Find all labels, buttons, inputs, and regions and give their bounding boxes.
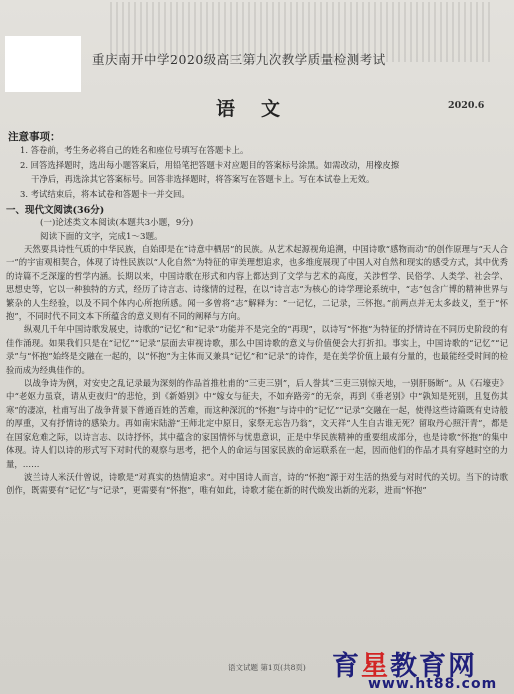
- exam-title: 重庆南开中学2020级高三第九次教学质量检测考试: [92, 52, 386, 67]
- redacted-box: [5, 36, 81, 92]
- passage-paragraph: 纵观几千年中国诗歌发展史，诗歌的“记忆”和“记录”功能并不是完全的“再现”，以诗写“怀抱”为特征的抒情诗在不同历史阶段的有佳作涌现。如果我们只是在“记忆”“记录”层面去审视诗歌，那么中国诗歌的意义与价值便会大打折扣。事实上，中国诗歌的“记忆”“记录”与“怀抱”始终是交融在一起的，以“怀抱”为主体而又兼具“记忆”和“记录”的诗作，是在美学价值上最有分量的，也最能经受时间的检验而成为经典佳作的。: [6, 324, 508, 375]
- reading-instruction: 阅读下面的文字，完成1～3题。: [40, 232, 163, 242]
- note-item: 干净后，再选涂其它答案标号。回答非选择题时，将答案写在答题卡上。写在本试卷上无效。: [31, 174, 375, 184]
- star-glyph: 星: [361, 651, 390, 682]
- passage-paragraph: 波兰诗人米沃什曾说，诗歌是“对真实的热情追求”。对中国诗人而言，诗的“怀抱”源于对生活的热爱与对时代的关切。当下的诗歌创作，既需要有“记忆”与“记录”，更需要有“怀抱”，唯有如此，诗歌才能在新的时代焕发出新的光彩，进而“怀抱”: [6, 471, 508, 496]
- note-item: 1. 答卷前，考生务必将自己的姓名和座位号填写在答题卡上。: [20, 145, 249, 155]
- section-heading: 一、现代文阅读(36分): [6, 205, 105, 216]
- page-footer: 语文试题 第1页(共8页): [228, 663, 306, 672]
- sub-heading: (一)论述类文本阅读(本题共3小题，9分): [40, 218, 194, 228]
- reading-passage: [6, 243, 508, 640]
- note-item: 2. 回答选择题时，选出每小题答案后，用铅笔把答题卡对应题目的答案标号涂黑。如需改动，用橡皮擦: [20, 159, 400, 170]
- notes-list: [20, 144, 508, 202]
- note-item: 3. 考试结束后，将本试卷和答题卡一并交回。: [20, 188, 190, 199]
- passage-paragraph: 天然要具诗性气质的中华民族，自始即是在“诗意中栖居”的民族。从艺术起源视角追溯，中国诗歌“感物而动”的创作原理与“天人合一”的宇宙观相契合，体现了诗性民族以“人化自然”为特征的审美理想追求，也多维度展现了中国人对自然和现实的感受方式，其中优秀的诗篇不乏深邃的哲学内涵。长期以来，中国诗歌在形式和内容上都达到了文学与艺术的高度，关涉哲学、民俗学、人类学、社会学、思想史等，它以一种独特的方式，经历了诗言志、诗缘情的过程，在以“诗言志”为核心的诗学理论系统中，“志”包含广博的精神世界与繁杂的人生经验，以及不同个体内心所抱所感。闻一多曾将“志”解释为：“一记忆，二记录，三怀抱。”前两点并无太多歧义，至于“怀抱”，不同时代不同文本下所蕴含的意义则有不同的阐释与方向。: [6, 244, 508, 322]
- watermark-logo: 育星教育网: [332, 651, 477, 682]
- notes-title: 注意事项：: [8, 131, 61, 143]
- exam-date: 2020.6: [448, 100, 485, 111]
- passage-paragraph: 以战争诗为例，对安史之乱记录最为深刻的作品首推杜甫的“三吏三别”，后人誉其“三吏三别惊天地，一别肝肠断”。从《石壕吏》中“老妪力虽衰，请从吏夜归”的悲怆，到《新婚别》中“嫁女与征夫，不如弃路旁”的无奈，再到《垂老别》中“孰知是死别，且复伤其寒”的凄凉，杜甫写出了战争背景下普通百姓的苦难，而这种深沉的“怀抱”与诗中的“记忆”“记录”交融在一起，使得这些诗篇既有史诗般的厚重，又有抒情诗的感染力。再如南宋陆游“王师北定中原日，家祭无忘告乃翁”，文天祥“人生自古谁无死？留取丹心照汗青”，都是在国家危难之际，以诗言志、以诗抒怀，其中蕴含的家国情怀与忧患意识，正是中华民族精神的重要组成部分，也是诗歌“怀抱”的集中体现。诗人们以诗的形式写下对时代的观察与思考，把个人的命运与国家民族的命运联系在一起，因而他们的作品才具有穿越时空的力量，……: [6, 378, 508, 469]
- subject-title: 语文: [216, 98, 307, 120]
- watermark-url: www.ht88.com: [368, 676, 498, 692]
